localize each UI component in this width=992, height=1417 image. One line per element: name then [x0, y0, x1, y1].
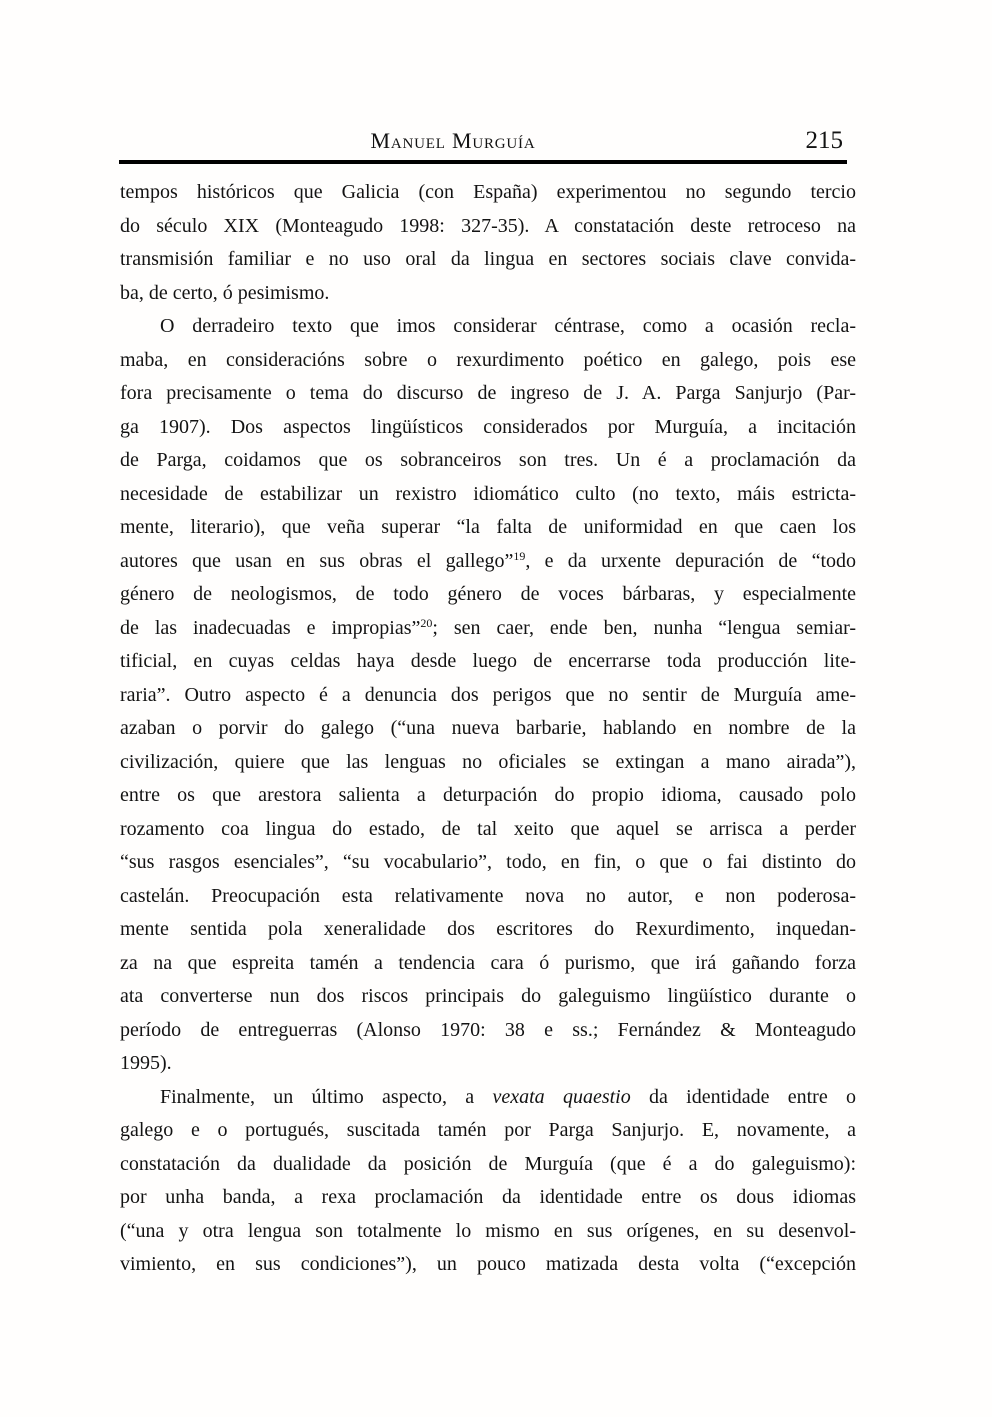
text-line: do século XIX (Monteagudo 1998: 327-35). A constatación deste retroceso na [120, 214, 856, 237]
text-line: entre os que arestora salienta a deturpación do propio idioma, causado polo [120, 784, 856, 806]
text-line: maba, en consideracións sobre o rexurdimento poético en galego, pois ese [120, 348, 856, 371]
text-line-with-footnote [120, 612, 856, 646]
running-header-title: Manuel Murguía [370, 128, 536, 153]
text-line: civilización, quiere que las lenguas no oficiales se extingan a mano airada”), [120, 750, 856, 773]
running-header [119, 127, 849, 155]
text-segment: autores que usan en sus obras el gallego” [120, 549, 514, 572]
page-body [120, 176, 856, 1282]
text-segment: de las inadecuadas e impropias” [120, 616, 421, 639]
text-line: constatación da dualidade da posición de Murguía (que é a do galeguismo): [120, 1152, 856, 1175]
text-line: castelán. Preocupación esta relativamente nova no autor, e non poderosa- [120, 884, 856, 907]
text-line: tempos históricos que Galicia (con España) experimentou no segundo tercio [120, 181, 856, 203]
footnote-marker-20: 20 [420, 615, 433, 630]
text-line: za na que espreita tamén a tendencia cara ó purismo, que irá gañando forza [120, 951, 856, 974]
latin-phrase-italic: vexata quaestio [492, 1085, 631, 1108]
text-line: azaban o porvir do galego (“una nueva barbarie, hablando en nombre de la [120, 717, 856, 739]
text-line: por unha banda, a rexa proclamación da identidade entre os dous idiomas [120, 1186, 856, 1208]
text-segment: da identidade entre o [630, 1085, 856, 1108]
text-segment: , e da urxente depuración de “todo [525, 549, 856, 572]
text-line: necesidade de estabilizar un rexistro idiomático culto (no texto, máis estricta- [120, 482, 856, 505]
text-line: O derradeiro texto que imos considerar céntrase, como a ocasión recla- [160, 315, 856, 337]
text-line: período de entreguerras (Alonso 1970: 38 e ss.; Fernández & Monteagudo [120, 1018, 856, 1041]
text-line: raria”. Outro aspecto é a denuncia dos perigos que no sentir de Murguía ame- [120, 683, 856, 706]
text-segment: ; sen caer, ende ben, nunha “lengua semiar- [432, 616, 856, 639]
text-line: ata converterse nun dos riscos principais do galeguismo lingüístico durante o [120, 985, 856, 1007]
text-line: ba, de certo, ó pesimismo. [120, 281, 330, 304]
header-rule [119, 160, 847, 164]
text-line: de Parga, coidamos que os sobranceiros son tres. Un é a proclamación da [120, 449, 856, 471]
text-segment: Finalmente, un último aspecto, a [160, 1085, 493, 1108]
text-line: tificial, en cuyas celdas haya desde luego de encerrarse toda producción lite- [120, 650, 856, 672]
page-number: 215 [805, 127, 843, 154]
text-line: (“una y otra lengua son totalmente lo mismo en sus orígenes, en su desenvol- [120, 1219, 856, 1242]
text-line: galego e o portugués, suscitada tamén por Parga Sanjurjo. E, novamente, a [120, 1119, 856, 1141]
text-line: vimiento, en sus condiciones”), un pouco matizada desta volta (“excepción [120, 1253, 856, 1275]
footnote-marker-19: 19 [513, 548, 526, 563]
text-line: “sus rasgos esenciales”, “su vocabulario”, todo, en fin, o que o fai distinto do [120, 851, 856, 873]
text-line: 1995). [120, 1052, 172, 1074]
text-line: rozamento coa lingua do estado, de tal xeito que aquel se arrisca a perder [120, 817, 856, 840]
text-line-with-footnote [120, 545, 856, 579]
text-line: ga 1907). Dos aspectos lingüísticos considerados por Murguía, a incitación [120, 415, 856, 438]
text-line: mente sentida pola xeneralidade dos escritores do Rexurdimento, inquedan- [120, 918, 856, 940]
text-line: género de neologismos, de todo género de voces bárbaras, y especialmente [120, 583, 856, 605]
text-line: mente, literario), que veña superar “la falta de uniformidad en que caen los [120, 516, 856, 538]
text-line: transmisión familiar e no uso oral da lingua en sectores sociais clave convida- [120, 248, 856, 270]
text-line-with-latin-phrase [120, 1081, 856, 1115]
text-line: fora precisamente o tema do discurso de ingreso de J. A. Parga Sanjurjo (Par- [120, 382, 856, 404]
